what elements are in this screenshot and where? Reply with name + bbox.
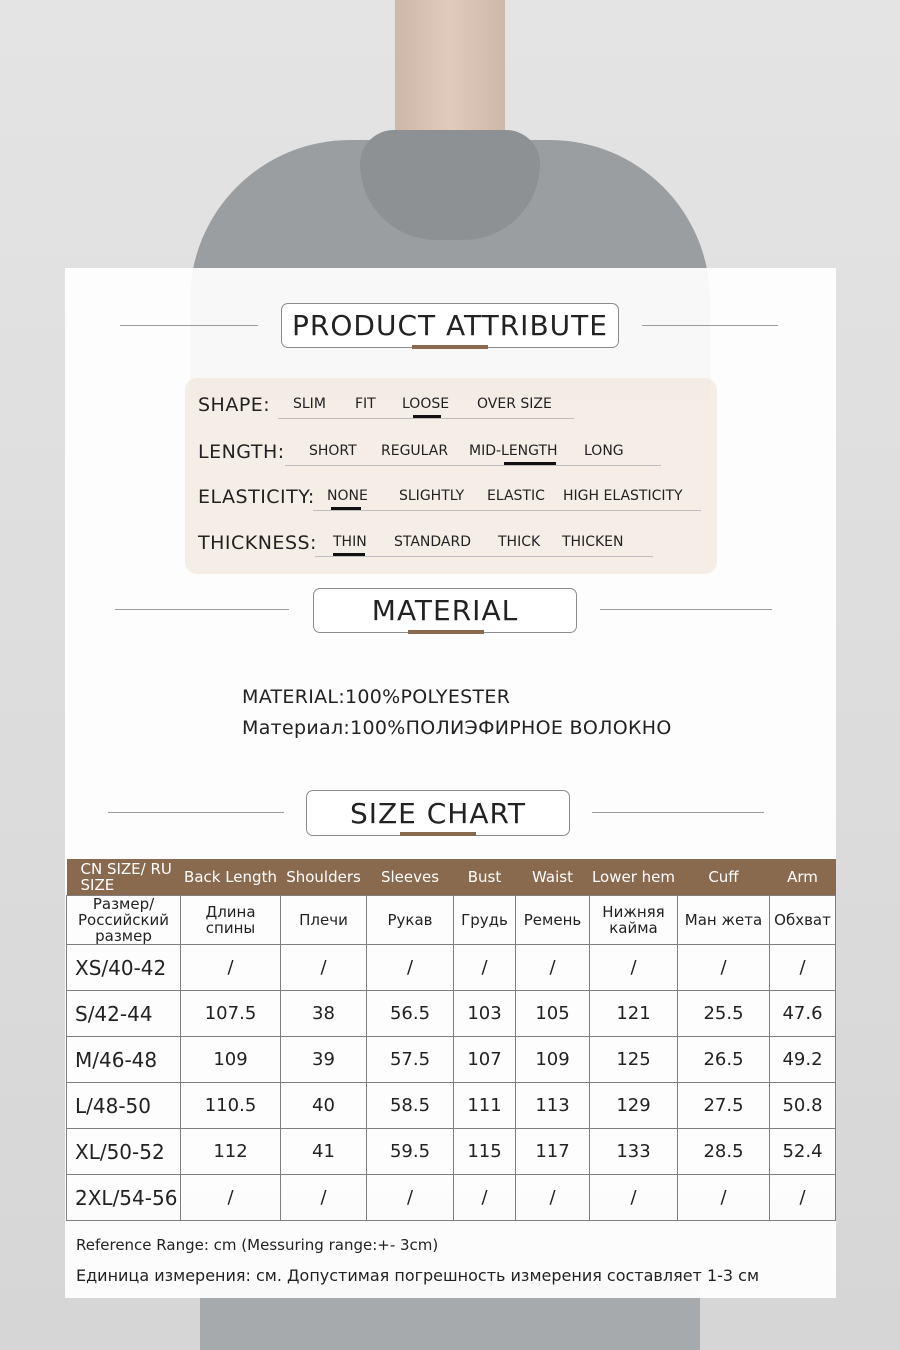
table-cell: / (181, 1175, 281, 1221)
header-ru-waist: Ремень (516, 896, 590, 945)
table-cell: 56.5 (367, 991, 454, 1037)
attr-option: THICKEN (562, 534, 624, 550)
table-cell: 107.5 (181, 991, 281, 1037)
header-back-length: Back Length (181, 859, 281, 896)
reference-range-note: Reference Range: cm (Messuring range:+- 3cm) (76, 1236, 439, 1254)
table-cell: 28.5 (678, 1129, 770, 1175)
table-row (67, 991, 836, 1037)
table-cell: / (770, 945, 836, 991)
table-cell: / (678, 1175, 770, 1221)
table-row (67, 945, 836, 991)
header-sleeves: Sleeves (367, 859, 454, 896)
header-size: CN SIZE/ RU SIZE (67, 859, 181, 896)
attr-option-selected: THIN (333, 534, 367, 550)
attr-label: ELASTICITY: (198, 486, 315, 508)
size-chart-title: SIZE CHART (306, 790, 570, 836)
header-waist: Waist (516, 859, 590, 896)
table-cell: 113 (516, 1083, 590, 1129)
table-cell: / (590, 945, 678, 991)
table-cell: 109 (516, 1037, 590, 1083)
table-cell: 26.5 (678, 1037, 770, 1083)
measurement-note-ru: Единица измерения: см. Допустимая погрешность измерения составляет 1-3 см (76, 1266, 760, 1285)
selected-mark (331, 507, 361, 510)
attr-option: HIGH ELASTICITY (563, 488, 683, 504)
material-text-ru: Материал:100%ПОЛИЭФИРНОЕ ВОЛОКНО (242, 717, 672, 739)
size-cell: XS/40-42 (67, 945, 181, 991)
table-cell: 57.5 (367, 1037, 454, 1083)
table-cell: / (454, 1175, 516, 1221)
size-cell: XL/50-52 (67, 1129, 181, 1175)
attr-option: SLIM (293, 396, 326, 412)
selected-mark (413, 415, 441, 418)
header-ru-cuff: Ман жета (678, 896, 770, 945)
attr-option: LONG (584, 443, 624, 459)
table-cell: 49.2 (770, 1037, 836, 1083)
size-cell: S/42-44 (67, 991, 181, 1037)
table-cell: / (281, 1175, 367, 1221)
size-cell: L/48-50 (67, 1083, 181, 1129)
header-lower-hem: Lower hem (590, 859, 678, 896)
attr-option-selected: MID-LENGTH (469, 443, 558, 459)
attr-underline (278, 418, 574, 419)
attr-option: STANDARD (394, 534, 472, 550)
attribute-panel (185, 378, 717, 574)
table-cell: / (516, 1175, 590, 1221)
header-ru-sleeves: Рукав (367, 896, 454, 945)
header-ru-bust: Грудь (454, 896, 516, 945)
table-cell: 105 (516, 991, 590, 1037)
attr-option-selected: LOOSE (402, 396, 449, 412)
attr-option: SLIGHTLY (399, 488, 465, 504)
table-cell: 111 (454, 1083, 516, 1129)
table-cell: 47.6 (770, 991, 836, 1037)
table-cell: / (770, 1175, 836, 1221)
attr-option: THICK (498, 534, 541, 550)
title-accent-bar (408, 630, 484, 634)
attr-option: REGULAR (381, 443, 449, 459)
table-cell: 58.5 (367, 1083, 454, 1129)
divider-left (115, 609, 289, 610)
divider-right (592, 812, 764, 813)
table-row (67, 1083, 836, 1129)
header-ru-size: Размер/ Российский размер (67, 896, 181, 945)
table-cell: / (516, 945, 590, 991)
table-cell: 103 (454, 991, 516, 1037)
selected-mark (504, 462, 556, 465)
title-accent-bar (412, 345, 488, 349)
header-ru-back-length: Длина спины (181, 896, 281, 945)
attr-row-elasticity (185, 484, 717, 514)
table-cell: 117 (516, 1129, 590, 1175)
table-cell: 107 (454, 1037, 516, 1083)
table-cell: / (367, 1175, 454, 1221)
divider-right (642, 325, 778, 326)
attr-option: OVER SIZE (477, 396, 552, 412)
header-ru-arm: Обхват (770, 896, 836, 945)
attr-underline (313, 510, 701, 511)
table-cell: 52.4 (770, 1129, 836, 1175)
attr-row-thickness (185, 530, 717, 560)
attr-option-selected: NONE (327, 488, 368, 504)
table-header-ru-row (67, 896, 836, 945)
divider-left (120, 325, 258, 326)
size-cell: M/46-48 (67, 1037, 181, 1083)
size-cell: 2XL/54-56 (67, 1175, 181, 1221)
table-cell: 59.5 (367, 1129, 454, 1175)
table-cell: / (181, 945, 281, 991)
table-cell: / (281, 945, 367, 991)
table-cell: 129 (590, 1083, 678, 1129)
table-cell: 39 (281, 1037, 367, 1083)
material-title: MATERIAL (313, 588, 577, 633)
attr-row-shape (185, 392, 717, 422)
table-cell: 112 (181, 1129, 281, 1175)
table-cell: 110.5 (181, 1083, 281, 1129)
material-text-en: MATERIAL:100%POLYESTER (242, 686, 511, 708)
table-cell: 121 (590, 991, 678, 1037)
header-shoulders: Shoulders (281, 859, 367, 896)
table-cell: 109 (181, 1037, 281, 1083)
header-ru-lower-hem: Нижняя кайма (590, 896, 678, 945)
title-accent-bar (400, 832, 476, 836)
table-cell: / (590, 1175, 678, 1221)
table-cell: 27.5 (678, 1083, 770, 1129)
table-cell: / (454, 945, 516, 991)
divider-left (108, 812, 284, 813)
attr-option: SHORT (309, 443, 357, 459)
size-table (66, 859, 836, 1221)
selected-mark (333, 553, 365, 556)
attr-underline (285, 465, 661, 466)
attr-label: THICKNESS: (198, 532, 317, 554)
table-cell: 125 (590, 1037, 678, 1083)
attr-row-length (185, 439, 717, 469)
table-row (67, 1037, 836, 1083)
table-cell: 41 (281, 1129, 367, 1175)
attr-label: LENGTH: (198, 441, 285, 463)
attr-option: FIT (355, 396, 376, 412)
table-cell: / (678, 945, 770, 991)
table-cell: 133 (590, 1129, 678, 1175)
header-ru-shoulders: Плечи (281, 896, 367, 945)
table-header-row (67, 859, 836, 896)
table-row (67, 1129, 836, 1175)
divider-right (600, 609, 772, 610)
header-bust: Bust (454, 859, 516, 896)
attribute-title: PRODUCT ATTRIBUTE (281, 303, 619, 348)
table-cell: 25.5 (678, 991, 770, 1037)
table-row (67, 1175, 836, 1221)
attr-option: ELASTIC (487, 488, 545, 504)
table-cell: / (367, 945, 454, 991)
table-cell: 38 (281, 991, 367, 1037)
attr-underline (315, 556, 653, 557)
attr-label: SHAPE: (198, 394, 271, 416)
table-cell: 40 (281, 1083, 367, 1129)
table-cell: 50.8 (770, 1083, 836, 1129)
header-arm: Arm (770, 859, 836, 896)
table-cell: 115 (454, 1129, 516, 1175)
header-cuff: Cuff (678, 859, 770, 896)
